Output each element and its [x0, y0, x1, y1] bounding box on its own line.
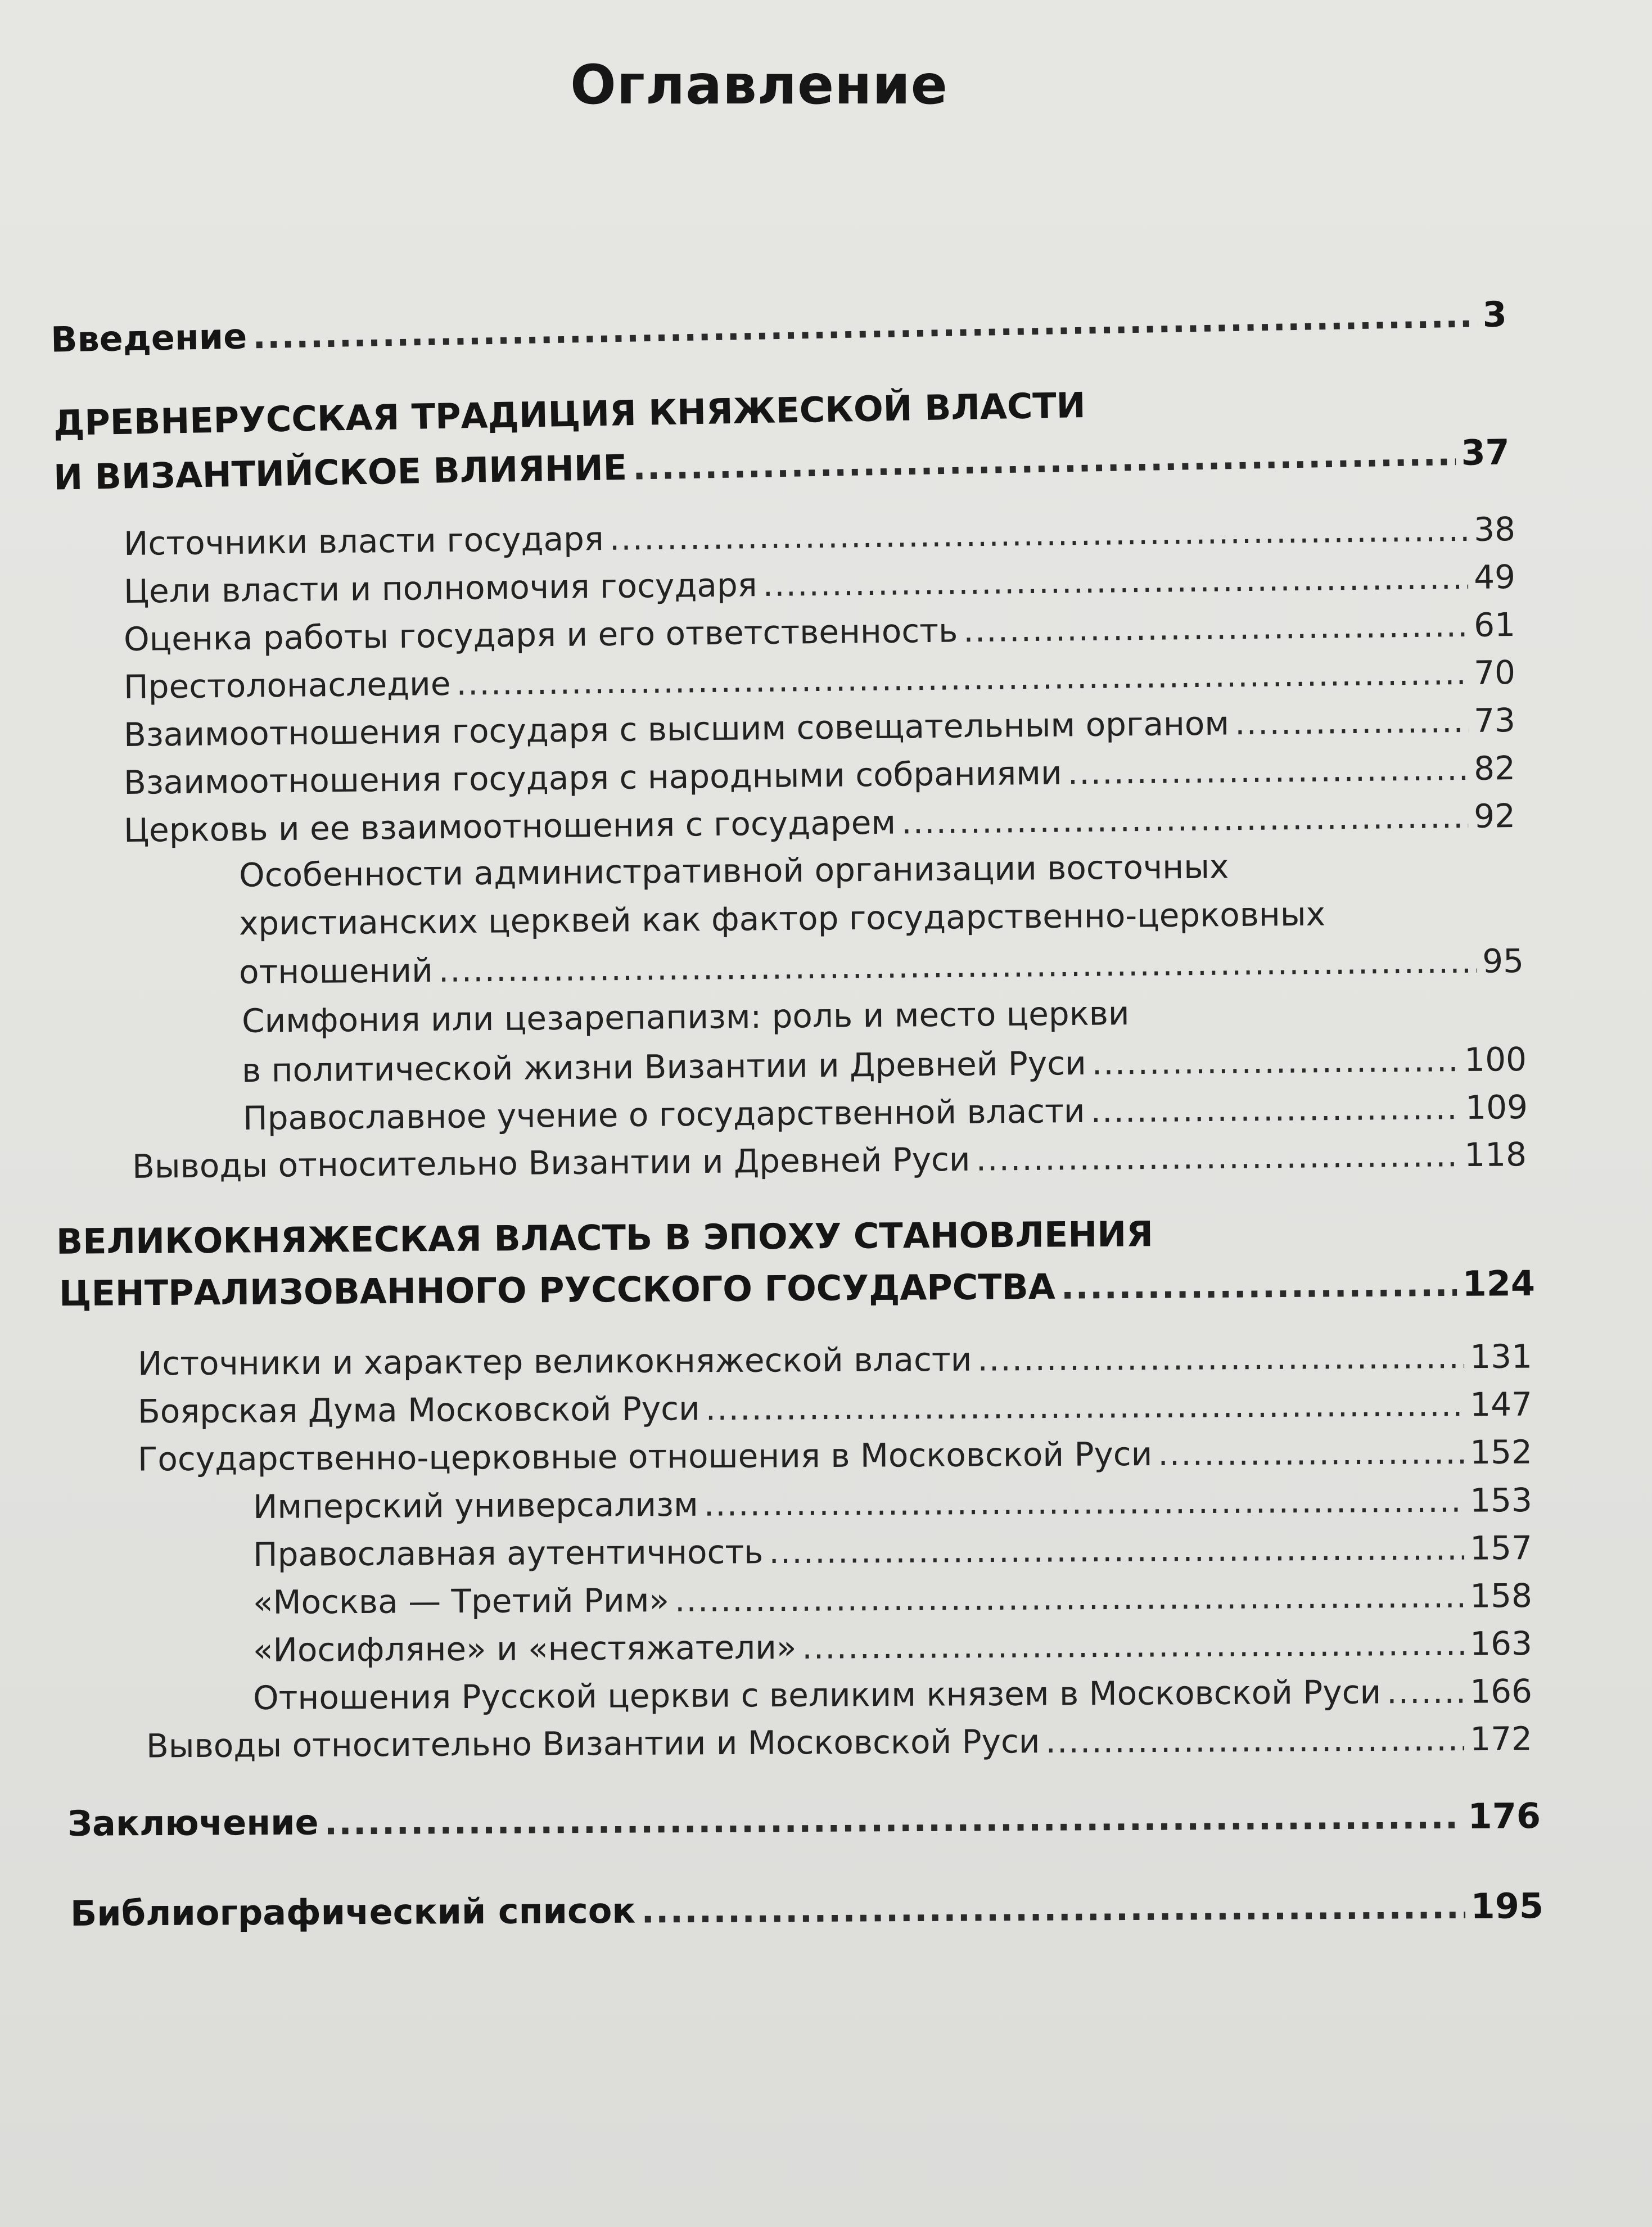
dot-leader	[675, 1577, 1465, 1619]
toc-entry-subsection	[253, 1672, 1532, 1717]
toc-entry-chapter-1	[53, 431, 1510, 498]
toc-entry-section	[138, 1385, 1532, 1431]
toc-entry-label: Взаимоотношения государя с высшим совещательным органом	[123, 704, 1230, 754]
toc-page-number: 147	[1470, 1385, 1533, 1424]
chapter-1-title-line-2: И ВИЗАНТИЙСКОЕ ВЛИЯНИЕ	[53, 446, 628, 498]
toc-entry-label: Заключение	[67, 1801, 319, 1844]
toc-entry-section	[132, 1135, 1527, 1186]
toc-entry-label: Цели власти и полномочия государя	[123, 566, 757, 611]
toc-entry-subsection	[253, 1529, 1532, 1574]
toc-entry-section	[124, 653, 1516, 706]
toc-entry-label: Церковь и ее взаимоотношения с государем	[123, 803, 896, 850]
dot-leader	[706, 1385, 1465, 1428]
toc-page-number: 152	[1470, 1433, 1533, 1472]
chapter-2-title-line-2: ЦЕНТРАЛИЗОВАННОГО РУССКОГО ГОСУДАРСТВА	[58, 1266, 1056, 1314]
toc-entry-label: Оценка работы государя и его ответственность	[123, 611, 958, 658]
toc-entry-label: Введение	[50, 315, 247, 360]
toc-entry-label: Православная аутентичность	[252, 1533, 764, 1574]
dot-leader	[704, 1481, 1465, 1524]
toc-entry-label: отношений	[238, 951, 434, 991]
dot-leader	[1091, 1041, 1459, 1082]
dot-leader	[1387, 1673, 1464, 1711]
toc-page-number: 92	[1473, 797, 1516, 835]
dot-leader	[1060, 1263, 1456, 1307]
toc-entry-label: Отношения Русской церкви с великим князем в Московской Руси	[252, 1673, 1382, 1717]
toc-entry-subsection	[239, 942, 1524, 991]
dot-leader	[1045, 1720, 1464, 1760]
toc-page-number: 61	[1473, 606, 1516, 644]
toc-subentry-line: христианских церквей как фактор государственно-церковных	[238, 895, 1326, 943]
toc-page-number: 166	[1470, 1672, 1533, 1711]
toc-entry-section	[138, 1338, 1532, 1383]
toc-entry-intro	[51, 293, 1507, 360]
toc-subentry-line: Симфония или цезарепапизм: роль и место церкви	[241, 994, 1130, 1040]
toc-entry-label: Взаимоотношения государя с народными собраниями	[123, 753, 1063, 802]
toc-entry-label: Престолонаследие	[123, 664, 451, 706]
dot-leader	[901, 797, 1469, 842]
toc-entry-subsection	[243, 1088, 1528, 1137]
toc-entry-label: Имперский универсализм	[252, 1485, 698, 1526]
toc-entry-section	[138, 1433, 1532, 1479]
chapter-2-title-line-1: ВЕЛИКОКНЯЖЕСКАЯ ВЛАСТЬ В ЭПОХУ СТАНОВЛЕНИЯ	[56, 1213, 1154, 1262]
toc-page-number: 37	[1460, 431, 1510, 473]
toc-page-number: 100	[1464, 1040, 1527, 1079]
dot-leader	[324, 1796, 1462, 1843]
toc-page-number: 73	[1473, 701, 1516, 740]
toc-entry-section	[124, 701, 1516, 754]
toc-entry-section	[124, 797, 1516, 850]
dot-leader	[976, 1136, 1459, 1178]
toc-entry-label: Выводы относительно Византии и Московской Руси	[146, 1722, 1040, 1765]
toc-page-number: 70	[1473, 653, 1516, 692]
toc-page-number: 38	[1473, 510, 1516, 549]
toc-entry-subsection	[253, 1624, 1532, 1669]
dot-leader	[802, 1625, 1464, 1666]
toc-page-number: 131	[1470, 1337, 1533, 1376]
dot-leader	[1067, 749, 1468, 792]
toc-page-number: 157	[1470, 1529, 1533, 1568]
chapter-1-title-line-1: ДРЕВНЕРУССКАЯ ТРАДИЦИЯ КНЯЖЕСКОЙ ВЛАСТИ	[53, 384, 1086, 444]
toc-entry-section	[124, 510, 1516, 563]
dot-leader	[977, 1338, 1464, 1379]
toc-entry-label: Государственно-церковные отношения в Московской Руси	[137, 1435, 1153, 1479]
toc-page-number: 158	[1470, 1576, 1533, 1615]
dot-leader	[252, 294, 1478, 356]
toc-page-number: 118	[1464, 1135, 1527, 1175]
toc-page-number: 82	[1473, 749, 1516, 788]
toc-page-number: 153	[1470, 1481, 1533, 1520]
dot-leader	[456, 654, 1468, 703]
toc-entry-section	[124, 606, 1516, 658]
toc-page-number: 49	[1473, 558, 1516, 597]
dot-leader	[632, 432, 1456, 488]
toc-page-number: 195	[1470, 1885, 1544, 1927]
toc-entry-section	[124, 558, 1516, 611]
dot-leader	[762, 558, 1468, 604]
toc-subentry-line: Особенности административной организации восточных	[238, 847, 1229, 895]
toc-entry-label: Источники и характер великокняжеской власти	[137, 1340, 972, 1383]
toc-page-number: 176	[1468, 1795, 1541, 1837]
toc-entry-section	[124, 749, 1516, 802]
dot-leader	[963, 606, 1469, 649]
toc-entry-subsection	[242, 1040, 1527, 1090]
toc-entry-label: Библиографический список	[70, 1890, 636, 1934]
toc-entry-label: Боярская Дума Московской Руси	[137, 1389, 700, 1431]
toc-entry-conclusion	[67, 1795, 1541, 1844]
toc-entry-label: Выводы относительно Византии и Древней Руси	[132, 1140, 971, 1186]
dot-leader	[769, 1529, 1464, 1571]
toc-entry-label: «Иосифляне» и «нестяжатели»	[252, 1628, 797, 1669]
toc-entry-label: Источники власти государя	[123, 520, 604, 563]
dot-leader	[641, 1886, 1465, 1931]
toc-entry-label: Православное учение о государственной власти	[242, 1091, 1085, 1137]
dot-leader	[1235, 702, 1469, 742]
toc-page-number: 124	[1462, 1262, 1536, 1304]
toc-page-number: 3	[1482, 293, 1507, 336]
dot-leader	[1158, 1433, 1464, 1473]
toc-page-number: 163	[1470, 1624, 1533, 1663]
toc-page-number: 95	[1482, 942, 1524, 981]
toc-page-number: 172	[1470, 1719, 1533, 1759]
page-title: Оглавление	[570, 53, 948, 116]
dot-leader	[438, 942, 1477, 990]
toc-page-number: 109	[1465, 1088, 1528, 1127]
dot-leader	[609, 511, 1468, 558]
toc-entry-subsection	[253, 1481, 1532, 1526]
dot-leader	[1090, 1088, 1460, 1130]
toc-entry-label: «Москва — Третий Рим»	[252, 1581, 670, 1621]
toc-entry-bibliography	[70, 1885, 1543, 1934]
toc-entry-chapter-2	[59, 1263, 1535, 1314]
toc-entry-subsection	[253, 1576, 1532, 1621]
toc-entry-section	[146, 1720, 1532, 1765]
toc-entry-label: в политической жизни Византии и Древней Руси	[241, 1044, 1087, 1090]
